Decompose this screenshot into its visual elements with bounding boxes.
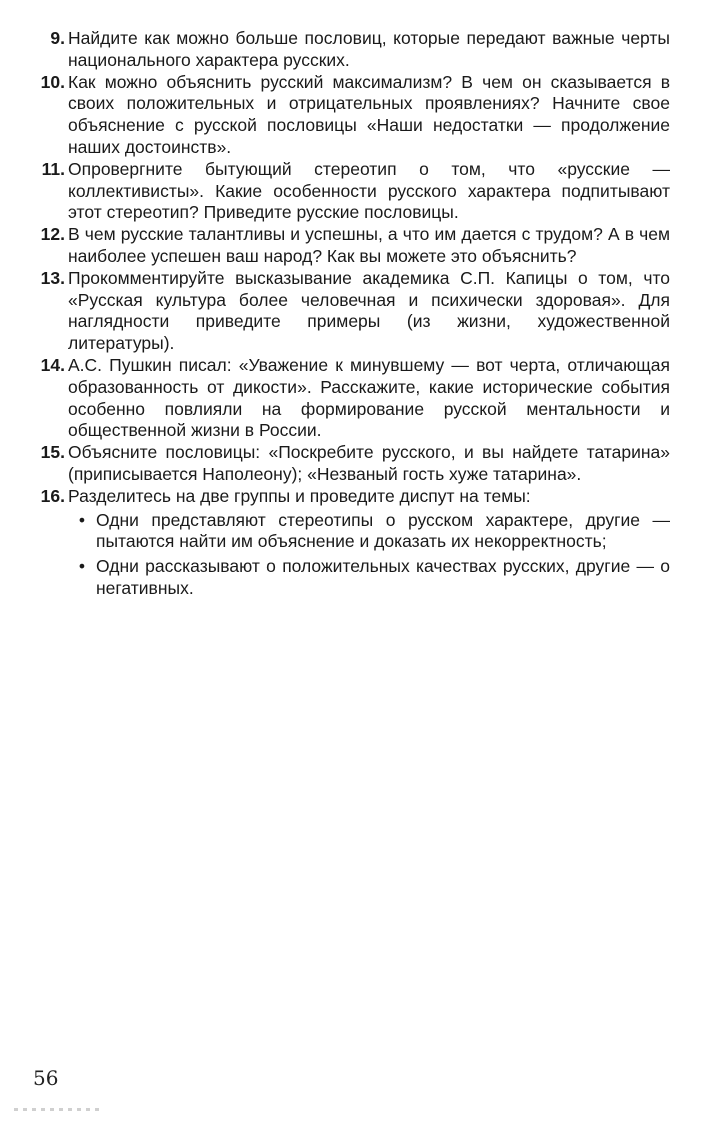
question-text: Как можно объяснить русский максимализм? В чем он сказывается в своих положительных и отрицательных проявлениях? Начните свое объяснение с русской пословицы «Наши недостатки — продолжение наших достоинств».: [68, 71, 670, 157]
question-number: 11.: [41, 158, 65, 179]
question-item: [30, 486, 670, 603]
scan-artifact: [14, 1108, 104, 1111]
question-item: [30, 28, 670, 72]
bullet-text: Одни рассказывают о положительных качествах русских, другие — о негативных.: [96, 556, 670, 598]
question-text: Прокомментируйте высказывание академика С.П. Капицы о том, что «Русская культура более человечная и психически здоровая». Для наглядности приведите примеры (из жизни, художественной литературы).: [68, 267, 670, 354]
question-text: В чем русские талантливы и успешны, а что им дается с трудом? А в чем наиболее успешен ваш народ? Как вы можете это объяснить?: [68, 224, 670, 266]
question-text: Опровергните бытующий стереотип о том, что «русские — коллективисты». Какие особенности русского характера подпитывают этот стереотип? Приведите русские пословицы.: [68, 158, 670, 223]
bullet-dot-icon: •: [78, 556, 86, 577]
question-item: [30, 268, 670, 355]
question-number: 12.: [40, 224, 65, 245]
question-item: [30, 159, 670, 224]
question-item: [30, 355, 670, 442]
question-text: А.С. Пушкин писал: «Уважение к минувшему — вот черта, отличающая образованность от дикости». Расскажите, какие исторические события особенно повлияли на формирование русской ментальности и общественной жизни в России.: [68, 354, 670, 441]
question-number: 13.: [40, 267, 65, 288]
question-text: Объясните пословицы: «Поскребите русского, и вы найдете татарина» (приписывается Наполеону); «Незваный гость хуже татарина».: [68, 442, 670, 484]
question-body: [68, 486, 670, 603]
question-number: 9.: [50, 28, 65, 48]
bullet-text: Одни представляют стереотипы о русском характере, другие — пытаются найти им объяснение и доказать их некорректность;: [96, 509, 670, 552]
bullet-item: [68, 556, 670, 600]
question-item: [30, 442, 670, 486]
question-list: [30, 28, 670, 603]
question-number: 14.: [40, 354, 65, 375]
question-number: 16.: [40, 485, 65, 506]
question-item: [30, 224, 670, 268]
question-number: 10.: [40, 71, 65, 92]
question-item: [30, 72, 670, 159]
page-number: 56: [33, 1066, 59, 1090]
bullet-dot-icon: •: [78, 509, 86, 530]
question-number: 15.: [40, 442, 65, 463]
question-text: Разделитесь на две группы и проведите диспут на темы:: [68, 485, 531, 506]
bullet-list: [68, 510, 670, 600]
bullet-item: [68, 510, 670, 554]
question-text: Найдите как можно больше пословиц, которые передают важные черты национального характера русских.: [68, 28, 670, 70]
